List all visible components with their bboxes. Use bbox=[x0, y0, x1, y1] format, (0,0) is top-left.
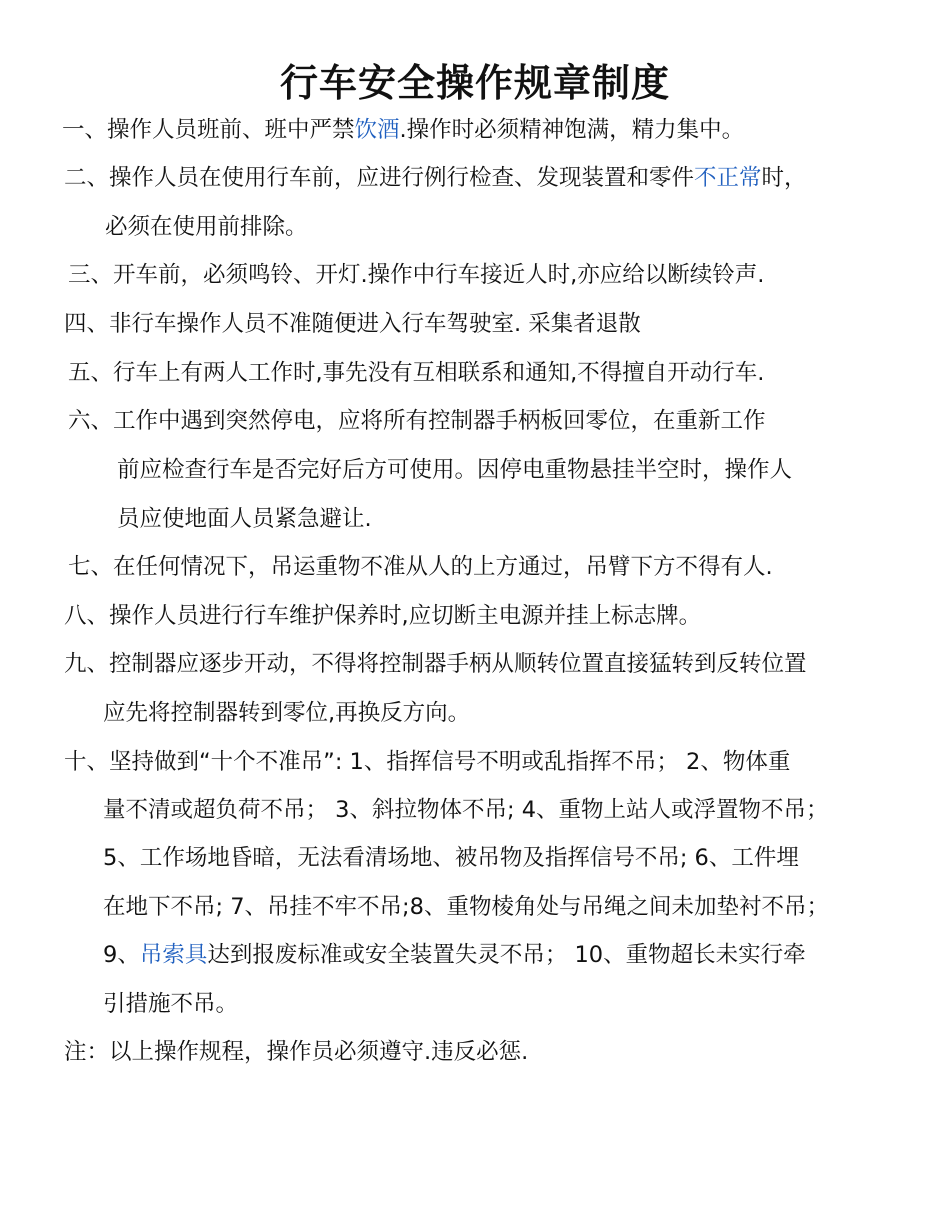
text-line bbox=[105, 212, 308, 242]
text-line bbox=[64, 649, 807, 679]
text-segment: 五、行车上有两人工作时,事先没有互相联系和通知,不得擅自开动行车. bbox=[68, 360, 765, 386]
text-segment: 应先将控制器转到零位,再换反方向。 bbox=[103, 700, 471, 726]
text-line bbox=[68, 406, 766, 436]
text-segment: 时， bbox=[761, 165, 807, 191]
text-segment: 十、坚持做到“十个不准吊”: 1、指挥信号不明或乱指挥不吊； 2、物体重 bbox=[64, 749, 791, 775]
text-segment: 四、非行车操作人员不准随便进入行车驾驶室. 采集者退散 bbox=[64, 311, 641, 337]
text-segment: 5、工作场地昏暗，无法看清场地、被吊物及指挥信号不吊; 6、工件埋 bbox=[103, 845, 799, 871]
text-segment: 一、操作人员班前、班中严禁 bbox=[62, 117, 355, 143]
text-segment: 在地下不吊; 7、吊挂不牢不吊;8、重物棱角处与吊绳之间未加垫衬不吊； bbox=[103, 894, 829, 920]
text-line bbox=[103, 698, 470, 728]
text-line bbox=[64, 163, 807, 193]
text-segment: 二、操作人员在使用行车前，应进行例行检查、发现装置和零件 bbox=[64, 165, 695, 191]
text-segment: 9、 bbox=[103, 942, 140, 968]
text-segment: 员应使地面人员紧急避让. bbox=[117, 506, 372, 532]
highlighted-term-link[interactable]: 不正常 bbox=[694, 165, 762, 191]
document-title: 行车安全操作规章制度 bbox=[279, 61, 670, 105]
text-line bbox=[64, 1037, 528, 1067]
text-line bbox=[64, 601, 701, 631]
text-line bbox=[64, 309, 641, 339]
text-line bbox=[64, 747, 790, 777]
text-segment: 达到报废标准或安全装置失灵不吊； 10、重物超长未实行牵 bbox=[207, 942, 806, 968]
text-line bbox=[103, 989, 238, 1019]
text-line bbox=[103, 940, 806, 970]
text-line bbox=[117, 455, 792, 485]
text-line bbox=[103, 843, 799, 873]
text-line bbox=[117, 504, 372, 534]
text-segment: 量不清或超负荷不吊； 3、斜拉物体不吊; 4、重物上站人或浮置物不吊； bbox=[103, 797, 829, 823]
text-line bbox=[62, 115, 744, 145]
text-segment: 前应检查行车是否完好后方可使用。因停电重物悬挂半空时，操作人 bbox=[117, 457, 793, 483]
text-line bbox=[68, 552, 773, 582]
text-line bbox=[68, 358, 764, 388]
text-segment: .操作时必须精神饱满，精力集中。 bbox=[399, 117, 745, 143]
text-segment: 六、工作中遇到突然停电，应将所有控制器手柄板回零位，在重新工作 bbox=[68, 408, 766, 434]
text-segment: 七、在任何情况下，吊运重物不准从人的上方通过，吊臂下方不得有人. bbox=[68, 554, 773, 580]
text-segment: 八、操作人员进行行车维护保养时,应切断主电源并挂上标志牌。 bbox=[64, 603, 702, 629]
text-line bbox=[68, 260, 764, 290]
text-segment: 引措施不吊。 bbox=[103, 991, 239, 1017]
text-segment: 注：以上操作规程，操作员必须遵守.违反必惩. bbox=[64, 1039, 529, 1065]
text-segment: 必须在使用前排除。 bbox=[105, 214, 308, 240]
text-line bbox=[103, 892, 829, 922]
text-line bbox=[103, 795, 829, 825]
text-segment: 九、控制器应逐步开动，不得将控制器手柄从顺转位置直接猛转到反转位置 bbox=[64, 651, 807, 677]
highlighted-term-link[interactable]: 饮酒 bbox=[354, 117, 400, 143]
text-segment: 三、开车前，必须鸣铃、开灯.操作中行车接近人时,亦应给以断续铃声. bbox=[68, 262, 765, 288]
highlighted-term-link[interactable]: 吊索具 bbox=[139, 942, 208, 968]
